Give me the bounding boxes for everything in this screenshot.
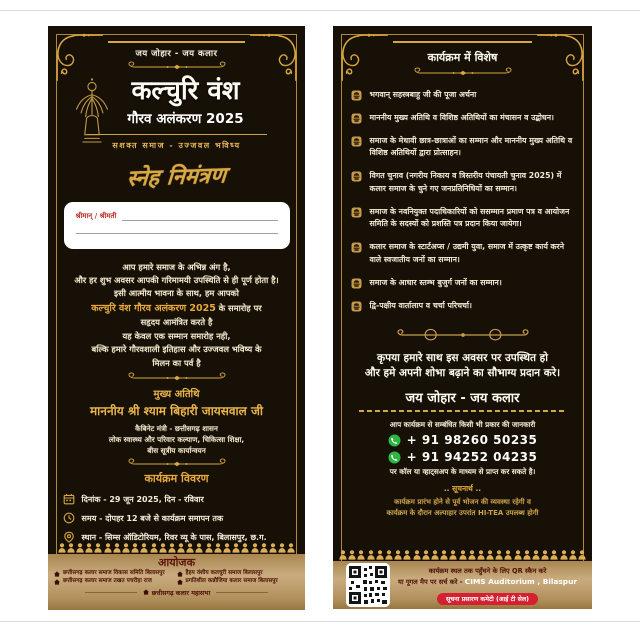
person-icon — [140, 543, 148, 553]
person-icon — [486, 550, 494, 560]
person-icon — [541, 550, 549, 560]
person-icon — [367, 550, 375, 560]
scroll-divider-icon — [121, 458, 233, 470]
person-icon — [58, 543, 66, 553]
person-icon — [468, 550, 476, 560]
person-icon — [251, 543, 259, 553]
person-icon — [578, 550, 586, 560]
person-icon — [348, 550, 356, 560]
highlight-item — [351, 170, 575, 195]
organizers-mahasabha-row — [48, 588, 305, 597]
guest-name-line — [122, 212, 277, 221]
scroll-divider-icon — [407, 67, 519, 79]
calendar-icon — [63, 493, 75, 505]
highlight-text: द्वि-पक्षीय वार्तालाप व चर्चा परिचर्चा। — [369, 300, 472, 310]
person-icon — [523, 550, 531, 560]
house-icon — [143, 589, 149, 595]
person-icon — [232, 543, 240, 553]
person-icon — [168, 543, 176, 553]
person-icon — [440, 550, 448, 560]
whatsapp-icon — [388, 451, 401, 464]
person-icon — [150, 543, 158, 553]
person-icon — [532, 550, 540, 560]
highlight-item — [351, 112, 575, 124]
invite-line: और हर शुभ अवसर आपकी गरिमामयी उपस्थिति से ही पूर्ण होता है। — [74, 275, 279, 286]
highlight-text: माननीय मुख्य अतिथि व विशिष्ठ अतिथियों का मंचासन व उद्बोधन। — [369, 112, 555, 122]
program-date-text: दिनांक - 29 जून 2025, दिन - रविवार — [81, 494, 204, 504]
location-icon — [63, 531, 75, 543]
person-icon — [159, 543, 167, 553]
venue-name-english: CIMS Auditorium , Bilaspur — [464, 577, 577, 586]
highlight-text: समाज के आधार स्तम्भ बुजुर्ग जनों का सम्मान। — [369, 277, 502, 287]
person-icon — [357, 550, 365, 560]
qr-line-2-prefix: या गूगल मैप पर सर्च करे - — [398, 578, 465, 586]
organizer-item — [177, 570, 300, 578]
temple-bullet-icon — [351, 171, 362, 182]
chief-guest-role-line: बीस सूत्रीय कार्यान्वयन — [147, 445, 206, 455]
contact-outro: पर कॉल या व्हाट्सअप के माध्यम से प्राप्त कर सकते है। — [389, 467, 536, 477]
person-icon — [131, 543, 139, 553]
invite-line: सहृदय आमंत्रित करते है — [140, 317, 213, 328]
highlight-item — [351, 300, 575, 312]
qr-footer — [333, 561, 592, 609]
person-icon — [495, 550, 503, 560]
invite-highlight-line — [74, 301, 278, 316]
person-icon — [560, 550, 568, 560]
program-venue-text: स्थान - सिम्स ऑडिटोरियम, रिवर व्यू के पास, बिलासपुर, छ.ग. — [81, 532, 267, 542]
invitation-front-panel — [48, 26, 305, 610]
house-icon — [177, 571, 183, 577]
person-icon — [186, 543, 194, 553]
person-icon — [413, 550, 421, 560]
chief-guest-name: माननीय श्री श्याम बिहारी जायसवाल जी — [90, 404, 263, 419]
page-top-divider — [0, 10, 640, 11]
qr-line-1: कार्यक्रम स्थल तक पहुँचने के लिए QR स्कैन करे — [428, 567, 547, 575]
invite-line: यह केवल एक सम्मान समारोह नही, — [122, 330, 231, 341]
qr-line-2 — [395, 577, 580, 586]
highlight-item — [351, 241, 575, 266]
chief-guest-role-line: कैबिनेट मंत्री - छत्तीसगढ़ शासन — [135, 424, 218, 434]
person-icon — [195, 543, 203, 553]
temple-bullet-icon — [351, 278, 362, 289]
person-icon — [339, 550, 347, 560]
person-icon — [385, 550, 393, 560]
person-icon — [177, 543, 185, 553]
house-icon — [177, 579, 183, 585]
qr-instructions — [395, 561, 580, 605]
invite-line: बल्कि हमारे गौरवशाली इतिहास और उज्जवल भविष्य के — [91, 344, 262, 355]
highlight-text: समाज के मेधावी छात्र-छात्राओं का सम्मान और माननीय मुख्य अतिथि व विशिष्ठ अतिथियों द्वारा प्रोत्साहन। — [369, 135, 573, 158]
invite-highlight: कल्चुरि वंश गौरव अलंकरण 2025 — [91, 302, 216, 314]
person-icon — [205, 543, 213, 553]
phone-row — [388, 433, 538, 447]
request-line: कृपया हमारे साथ इस अवसर पर उपस्थित हो — [377, 351, 548, 364]
person-icon — [269, 543, 277, 553]
program-details-heading: कार्यक्रम विवरण — [144, 472, 209, 486]
person-icon — [431, 550, 439, 560]
phone-row — [388, 450, 538, 464]
organizers-footer — [48, 554, 305, 610]
person-icon — [376, 550, 384, 560]
person-icon — [223, 543, 231, 553]
person-icon — [422, 550, 430, 560]
temple-bullet-icon — [351, 242, 362, 253]
chief-guest-label: मुख्य अतिथि — [153, 389, 200, 401]
organizer-item — [177, 578, 300, 586]
person-icon — [260, 543, 268, 553]
person-icon — [477, 550, 485, 560]
person-icon — [514, 550, 522, 560]
temple-bullet-icon — [351, 301, 362, 312]
temple-bullet-icon — [351, 90, 362, 101]
person-icon — [214, 543, 222, 553]
highlight-item — [351, 206, 575, 231]
event-subtitle: गौरव अलंकरण 2025 — [127, 110, 244, 127]
phone-number: + 91 94252 04235 — [406, 450, 538, 465]
notice-line: कार्यक्रम प्रारंभ होने से पूर्व भोजन की व्यवस्था रहेगी व — [394, 498, 531, 507]
program-details — [63, 493, 291, 550]
person-icon — [113, 543, 121, 553]
scroll-divider-icon — [121, 61, 233, 73]
organizer-name: प्रगतिशील कन्नौजिया कलार समाज बिलासपुर — [185, 577, 278, 584]
person-icon — [394, 550, 402, 560]
house-icon — [54, 579, 60, 585]
event-tagline: सशक्त समाज - उज्जवल भविष्य — [112, 140, 241, 150]
person-icon — [241, 543, 249, 553]
qr-code — [346, 563, 390, 607]
divider-line — [85, 592, 137, 593]
highlight-item — [351, 277, 575, 289]
guest-name-box — [64, 202, 290, 249]
temple-bullet-icon — [351, 207, 362, 218]
highlight-text: विगत चुनाव (नगरीय निकाय व त्रिस्तरीय पंचायती चुनाव 2025) में कलार समाज के चुने गए जनप्रतिनिधियों का सम्मान। — [369, 171, 562, 193]
swirl-divider-icon — [393, 323, 533, 347]
invite-highlight-rest: के समारोह पर — [215, 302, 262, 313]
qr-code-icon — [349, 566, 387, 604]
highlight-text: कलार समाज के स्टार्टअप्स / उद्यमी युवा, समाज में उत्कृष्ट कार्य करने वाले स्वजातीय जनों का सम्मान। — [369, 242, 565, 264]
person-icon — [403, 550, 411, 560]
organizer-name: छत्तीसगढ़ कलार समाज विकास समिति बिलासपुर — [63, 570, 165, 577]
it-cell-badge: सूचना प्रसारण कमेटी (आई टी सेल) — [437, 593, 538, 605]
temple-bullet-icon — [351, 113, 362, 124]
chief-guest-designation — [109, 424, 244, 456]
program-venue-row — [63, 531, 291, 543]
whatsapp-icon — [388, 434, 401, 447]
invite-line: मिलन का पर्व है — [152, 357, 201, 368]
notice-text — [386, 497, 538, 519]
program-highlights-list — [351, 89, 575, 323]
organizers-heading: आयोजक — [157, 556, 196, 569]
person-icon — [287, 543, 295, 553]
person-icon — [449, 550, 457, 560]
highlight-item — [351, 89, 575, 101]
highlight-text: भगवान् सहस्त्रबाहु जी की पूजा अर्चना — [369, 90, 477, 99]
page-bottom-divider — [0, 621, 640, 622]
guest-name-label: श्रीमान् / श्रीमती — [75, 211, 117, 220]
chief-guest-role-line: लोक स्वास्थ्य और परिवार कल्याण, चिकित्सा शिक्षा, — [108, 434, 245, 444]
event-title: कल्चुरि वंश — [131, 76, 240, 106]
program-time-row — [63, 512, 291, 524]
highlight-item — [351, 135, 575, 160]
temple-bullet-icon — [351, 136, 362, 147]
audience-icons-row — [48, 543, 305, 553]
organizers-list — [48, 569, 305, 585]
program-date-row — [63, 493, 291, 505]
audience-icons-row — [333, 550, 592, 560]
program-highlights-heading: कार्यक्रम में विशेष — [427, 51, 498, 64]
organizer-item — [54, 578, 177, 586]
phone-number: + 91 98260 50235 — [406, 433, 538, 448]
organizer-item — [54, 570, 177, 578]
person-icon — [550, 550, 558, 560]
person-icon — [569, 550, 577, 560]
organizer-name: हैहय वंशीय कलचुरी समाज बिलासपुर — [185, 570, 263, 577]
organizer-name: छत्तीसगढ़ कलार समाज तखत पचरीहा राज — [63, 577, 152, 584]
attendance-request — [365, 351, 560, 381]
invitation-back-panel — [333, 26, 592, 609]
deity-illustration-icon — [72, 77, 112, 147]
clock-icon — [63, 512, 75, 524]
person-icon — [76, 543, 84, 553]
calligraphy-sneh-nimantran: स्नेह निमंत्रण — [126, 162, 227, 192]
person-icon — [278, 543, 286, 553]
invitation-text — [74, 261, 278, 370]
person-icon — [122, 543, 130, 553]
invite-line: इसी आत्मीय भावना के साथ, हम आपको — [114, 288, 239, 299]
scroll-divider-icon — [121, 372, 233, 384]
person-icon — [85, 543, 93, 553]
invite-line: आप हमारे समाज के अभिन्न अंग है, — [122, 261, 231, 272]
title-block — [48, 77, 305, 127]
left-top-slogan: जय जोहार - जय कलार — [135, 49, 218, 59]
mahasabha-name: छत्तीसगढ़ कलार महासभा — [151, 589, 211, 597]
person-icon — [459, 550, 467, 560]
guest-name-line-2 — [76, 221, 278, 234]
house-icon — [54, 571, 60, 577]
right-slogan: जय जोहार - जय कलार — [405, 391, 520, 407]
person-icon — [94, 543, 102, 553]
person-icon — [67, 543, 75, 553]
program-time-text: समय - दोपहर 12 बजे से कार्यक्रम समापन तक — [81, 513, 224, 523]
person-icon — [504, 550, 512, 560]
gold-rule — [87, 134, 267, 135]
notice-line: कार्यक्रम के दौरान अल्पाहार उपरांत HI-TEA उपलब्ध होगी — [386, 509, 539, 518]
request-line: और हमे अपनी शोभा बढ़ाने का सौभाग्य प्रदान करे। — [364, 366, 561, 379]
highlight-text: समाज के नवनियुक्त पदाधिकारियों को ससम्मान प्रमाण पत्र व आयोजन समिति के सदस्यों को प्रशस्ति पत्र प्रदान किया जायेगा। — [369, 206, 570, 229]
person-icon — [104, 543, 112, 553]
divider-line — [216, 592, 268, 593]
contact-intro: आप कार्यक्रम से सम्बंधित किसी भी प्रकार की जानकारी — [389, 420, 536, 430]
notice-label: .. सूचनार्थ .. — [443, 484, 482, 494]
dashed-ornament-line — [359, 410, 567, 412]
